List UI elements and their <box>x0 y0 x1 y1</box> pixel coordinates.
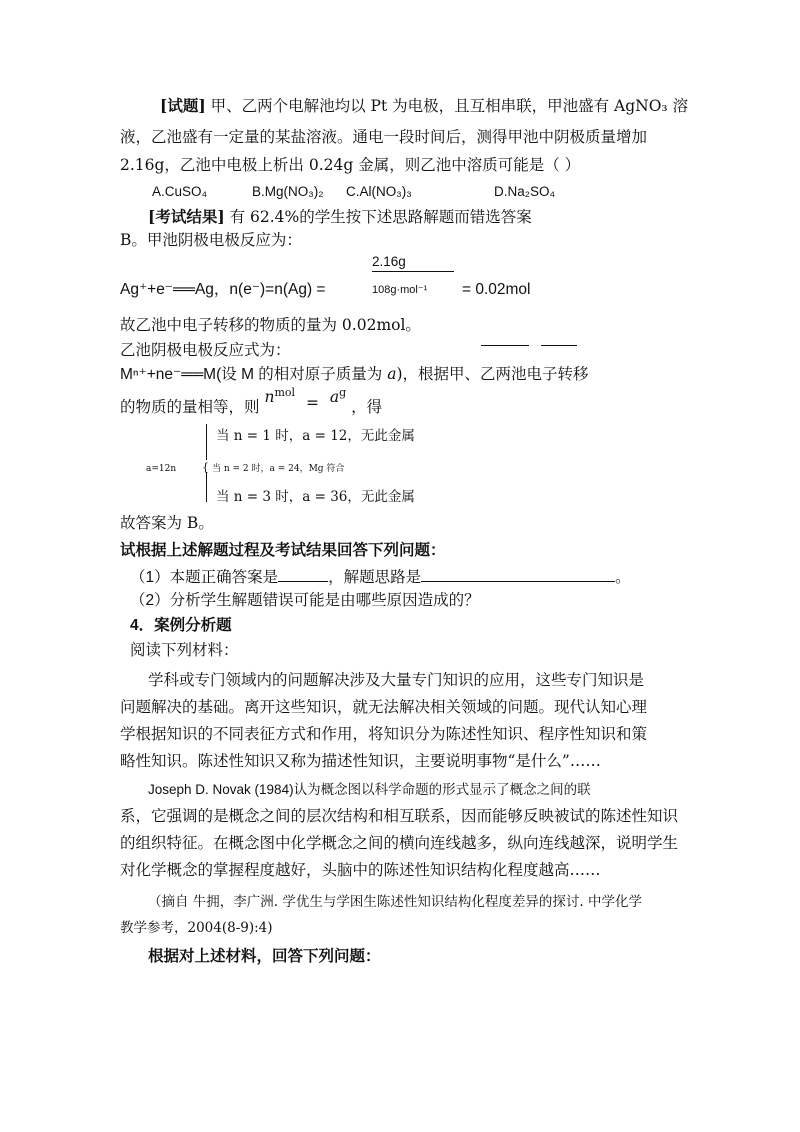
problem-text-1: 甲、乙两个电解池均以 Pt 为电极，且互相串联，甲池盛有 AgNO₃ 溶 <box>210 97 689 115</box>
paragraph-1-line-2: 问题解决的基础。离开这些知识，就无法解决相关领域的问题。现代认知心理 <box>120 698 648 716</box>
equal-line <box>120 386 383 419</box>
result-line-2: B。甲池阴极电极反应为： <box>120 231 302 249</box>
m-reaction: Mⁿ⁺+ne⁻══M(设 M 的相对原子质量为 <box>120 366 383 383</box>
paragraph-2-line-4: 对化学概念的掌握程度越好，头脑中的陈述性知识结构化程度越高…… <box>120 861 601 879</box>
side-label: a=12n <box>146 464 177 474</box>
fraction-numerator: 2.16g <box>372 254 406 269</box>
result-line-1 <box>148 207 532 227</box>
m-reaction-tail: )，根据甲、乙两池电子转移 <box>396 365 589 383</box>
brace-mid: { <box>202 461 209 474</box>
case-2: 当 n = 2 时，a = 24，Mg 符合 <box>212 464 345 474</box>
result-text: 有 62.4%的学生按下述思路解题而错选答案 <box>229 208 532 226</box>
eq-left-unit: mol <box>274 386 296 399</box>
q1-text-b: ，解题思路是 <box>328 569 422 586</box>
citation-line-2: 教学参考，2004(8-9):4) <box>120 920 273 936</box>
question-2: （2）分析学生解题错误可能是由哪些原因造成的？ <box>130 592 480 609</box>
paragraph-2-line-1: Joseph D. Novak (1984)认为概念图以科学命题的形式显示了概念之间的联 <box>148 782 591 797</box>
section-4-intro: 阅读下列材料： <box>130 642 239 659</box>
option-b: B.Mg(NO₃)₂ <box>252 184 324 199</box>
option-d: D.Na₂SO₄ <box>494 184 556 199</box>
paragraph-1-line-1: 学科或专门领域内的问题解决涉及大量专门知识的应用，这些专门知识是 <box>148 671 645 689</box>
cathode-line: 乙池阴极电极反应式为： <box>120 341 291 359</box>
eq-tail: ，得 <box>351 398 383 416</box>
question-1 <box>130 566 631 588</box>
fraction-result: = 0.02mol <box>462 281 531 298</box>
eq-sign: = <box>305 394 319 412</box>
problem-line-2: 液，乙池盛有一定量的某盐溶液。通电一段时间后，测得甲池中阴极质量增加 <box>120 128 648 146</box>
q1-text-c: 。 <box>615 569 631 586</box>
eq-right-unit: g <box>339 386 347 399</box>
decor-rule-2 <box>541 345 577 346</box>
fraction-bar <box>372 271 454 272</box>
option-a: A.CuSO₄ <box>152 184 208 199</box>
m-reaction-line <box>120 364 589 385</box>
paragraph-1-line-4: 略性知识。陈述性知识又称为描述性知识，主要说明事物“是什么”…… <box>120 752 601 770</box>
equal-text: 的物质的量相等，则 <box>120 398 260 416</box>
problem-line-3: 2.16g，乙池中电极上析出 0.24g 金属，则乙池中溶质可能是（ ） <box>120 156 581 174</box>
decor-rule-1 <box>481 345 529 346</box>
section-4-title: 4．案例分析题 <box>130 617 232 634</box>
option-c: C.Al(NO₃)₃ <box>346 184 412 199</box>
result-label: [考试结果] <box>148 207 225 226</box>
eq-left: n <box>264 388 275 406</box>
answer-line: 故答案为 B。 <box>120 514 214 532</box>
questions-heading: 试根据上述解题过程及考试结果回答下列问题： <box>120 542 446 559</box>
citation-line-1: （摘自 牛拥，李广洲. 学优生与学困生陈述性知识结构化程度差异的探讨. 中学化学 <box>148 894 642 910</box>
paragraph-1-line-3: 学根据知识的不同表征方式和作用，将知识分为陈述性知识、程序性知识和策 <box>120 725 648 743</box>
paragraph-2-line-2: 系，它强调的是概念之间的层次结构和相互联系，因而能够反映被试的陈述性知识 <box>120 807 679 825</box>
case-3: 当 n = 3 时，a = 36，无此金属 <box>216 489 415 505</box>
brace-top <box>206 424 207 460</box>
ag-reaction: Ag⁺+e⁻══Ag，n(e⁻)=n(Ag) = <box>120 281 326 298</box>
q1-answer-blank[interactable] <box>278 566 328 582</box>
problem-label: [试题] <box>160 96 206 115</box>
eq-right: a <box>329 388 340 406</box>
var-a: a <box>387 365 397 383</box>
q1-text-a: （1）本题正确答案是 <box>130 569 279 586</box>
problem-line-1 <box>160 96 688 116</box>
closing-prompt: 根据对上述材料，回答下列问题： <box>148 948 381 965</box>
q1-approach-blank[interactable] <box>421 566 615 582</box>
case-1: 当 n = 1 时，a = 12，无此金属 <box>216 428 415 444</box>
electron-line: 故乙池中电子转移的物质的量为 0.02mol。 <box>120 316 421 334</box>
paragraph-2-line-3: 的组织特征。在概念图中化学概念之间的横向连线越多，纵向连线越深，说明学生 <box>120 834 679 852</box>
fraction-denominator: 108g·mol⁻¹ <box>372 284 428 296</box>
